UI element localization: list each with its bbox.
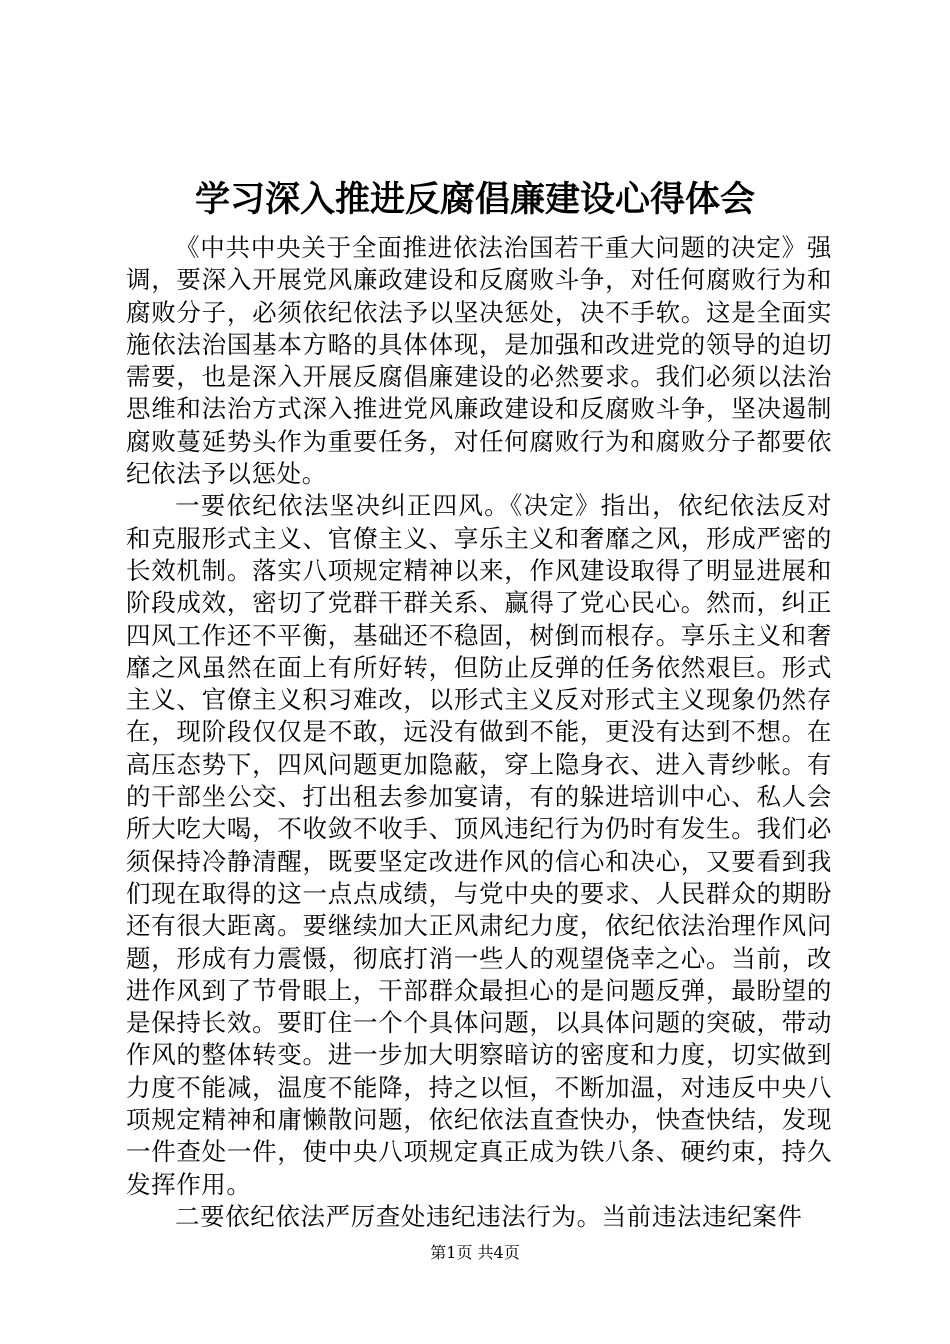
- paragraph-intro: 《中共中央关于全面推进依法治国若干重大问题的决定》强调，要深入开展党风廉政建设和反腐败斗争，对任何腐败行为和腐败分子，必须依纪依法予以坚决惩处，决不手软。这是全面实施依法治国基本方略的具体体现，是加强和改进党的领导的迫切需要，也是深入开展反腐倡廉建设的必然要求。我们必须以法治思维和法治方式深入推进党风廉政建设和反腐败斗争，坚决遏制腐败蔓延势头作为重要任务，对任何腐败行为和腐败分子都要依纪依法予以惩处。: [126, 233, 832, 489]
- document-body: [126, 232, 832, 1233]
- page-footer: 第1页 共4页: [430, 1243, 520, 1262]
- paragraph-point-one: 一要依纪依法坚决纠正四风。《决定》指出，依纪依法反对和克服形式主义、官僚主义、享乐主义和奢靡之风，形成严密的长效机制。落实八项规定精神以来，作风建设取得了明显进展和阶段成效，密切了党群干群关系、赢得了党心民心。然而，纠正四风工作还不平衡，基础还不稳固，树倒而根存。享乐主义和奢靡之风虽然在面上有所好转，但防止反弹的任务依然艰巨。形式主义、官僚主义积习难改，以形式主义反对形式主义现象仍然存在，现阶段仅仅是不敢，远没有做到不能，更没有达到不想。在高压态势下，四风问题更加隐蔽，穿上隐身衣、进入青纱帐。有的干部坐公交、打出租去参加宴请，有的躲进培训中心、私人会所大吃大喝，不收敛不收手、顶风违纪行为仍时有发生。我们必须保持冷静清醒，既要坚定改进作风的信心和决心，又要看到我们现在取得的这一点点成绩，与党中央的要求、人民群众的期盼还有很大距离。要继续加大正风肃纪力度，依纪依法治理作风问题，形成有力震慑，彻底打消一些人的观望侥幸之心。当前，改进作风到了节骨眼上，干部群众最担心的是问题反弹，最盼望的是保持长效。要盯住一个个具体问题，以具体问题的突破，带动作风的整体转变。进一步加大明察暗访的密度和力度，切实做到力度不能减，温度不能降，持之以恒，不断加温，对违反中央八项规定精神和庸懒散问题，依纪依法直查快办，快查快结，发现一件查处一件，使中央八项规定真正成为铁八条、硬约束，持久发挥作用。: [126, 491, 832, 1199]
- document-title: 学习深入推进反腐倡廉建设心得体会: [194, 179, 755, 220]
- paragraph-point-two: 二要依纪依法严厉查处违纪违法行为。当前违法违纪案件: [175, 1201, 803, 1231]
